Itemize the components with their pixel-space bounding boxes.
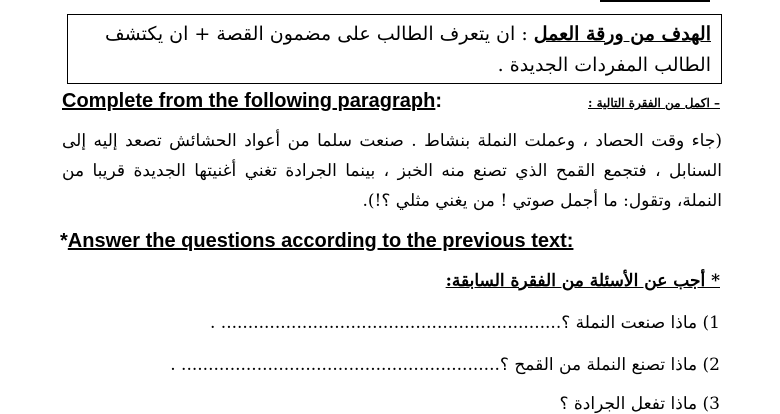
- question-2: [170, 355, 720, 375]
- questions-heading-english: [60, 230, 573, 253]
- complete-heading-arabic: – اكمل من الفقرة التالية :: [588, 96, 720, 110]
- question-number: 1): [702, 313, 720, 333]
- question-number: 3): [702, 394, 720, 414]
- question-text: ماذا تصنع النملة من القمح ؟: [499, 355, 698, 375]
- answer-blank: ........................................................... .: [170, 355, 500, 375]
- objective-box: [67, 14, 722, 84]
- top-edge-line: [600, 0, 710, 2]
- questions-heading-arabic: * أجب عن الأسئلة من الفقرة السابقة:: [445, 271, 720, 291]
- story-paragraph: (جاء وقت الحصاد ، وعملت النملة بنشاط . صنعت سلما من أعواد الحشائش تصعد إليه إلى السنابل ، فتجمع القمح الذي تصنع منه الخبز ، بينما الجرادة تغني أغنيتها الجديدة قريبا من النملة، وتقول: ما أجمل صوتي ! من يغني مثلي ؟!).: [62, 131, 722, 211]
- answer-blank: ............................................................... .: [209, 313, 562, 333]
- questions-heading-text: Answer the questions according to the previous text:: [67, 230, 574, 252]
- question-text: ماذا صنعت النملة ؟: [561, 313, 698, 333]
- objective-text: : ان يتعرف الطالب على مضمون القصة + ان يكتشف الطالب المفردات الجديدة .: [104, 23, 711, 76]
- question-1: [210, 313, 720, 333]
- objective-label: الهدف من ورقة العمل: [533, 23, 711, 45]
- complete-heading-colon: :: [435, 90, 443, 112]
- question-text: ماذا تفعل الجرادة ؟: [559, 394, 698, 414]
- question-3: [559, 394, 720, 414]
- question-number: 2): [702, 355, 720, 375]
- complete-heading-text: Complete from the following paragraph: [62, 90, 436, 112]
- complete-heading-english: [62, 90, 442, 113]
- questions-heading-star: *: [60, 230, 68, 252]
